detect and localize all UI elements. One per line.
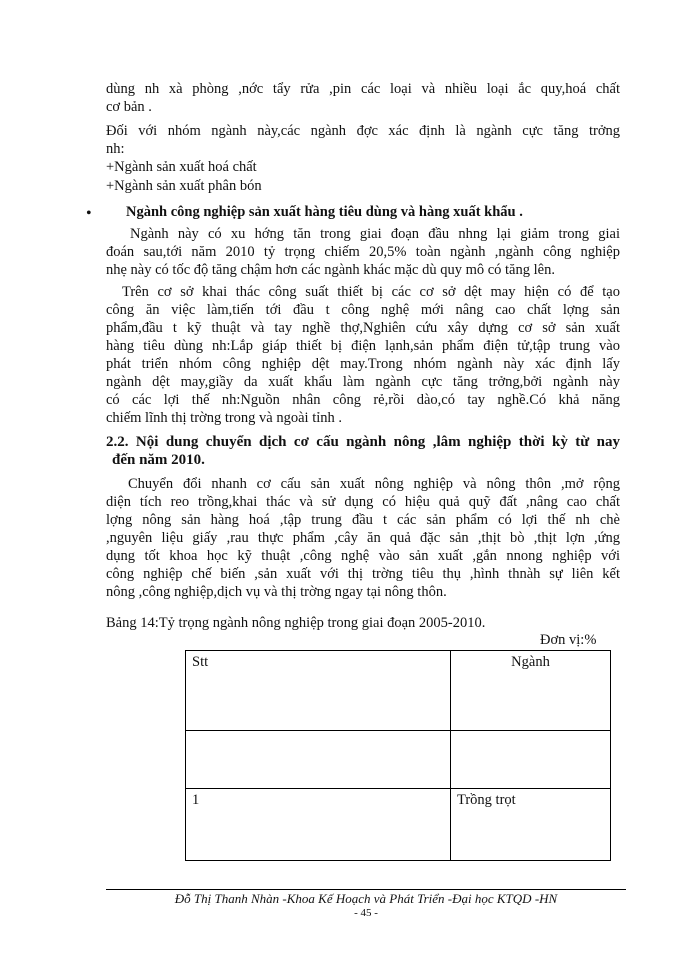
table-header-cell: Ngành [451, 651, 611, 731]
paragraph-line: phát triển nhóm công nghiệp dệt may.Trong nhóm ngành này xác định lấy [106, 356, 620, 372]
section-heading: đến năm 2010. [112, 452, 205, 468]
paragraph-line: Trên cơ sở khai thác công suất thiết bị các cơ sở dệt may hiện có để tạo [122, 284, 620, 300]
footer-divider [106, 889, 626, 890]
page-footer: Đỗ Thị Thanh Nhàn -Khoa Kế Hoạch và Phát Triển -Đại học KTQD -HN [174, 891, 558, 906]
data-table [185, 650, 611, 861]
paragraph-line: nông ,công nghiệp,dịch vụ và thị trờng ngay tại nông thôn. [106, 584, 447, 600]
table-cell [451, 731, 611, 789]
paragraph-line: hàng tiêu dùng nh:Lắp giáp thiết bị điện lạnh,sản phẩm điện tử,tập trung vào [106, 338, 620, 354]
paragraph-line: ,nguyên liệu giấy ,rau thực phẩm ,cây ăn quả đặc sản ,thịt bò ,thịt lợn ,ứng [106, 530, 620, 546]
paragraph-line: phẩm,đầu t kỹ thuật và tay nghề thợ,Nghiên cứu xây dựng cơ sở sản xuất [106, 320, 620, 336]
list-item: +Ngành sản xuất hoá chất [106, 159, 257, 175]
table-cell [186, 731, 451, 789]
page-number: - 45 - [354, 907, 378, 919]
table-row [186, 651, 611, 731]
paragraph-line: công nghiệp chế biến ,sản xuất với thị trờng tiêu thụ ,hình thnàh sự liên kết [106, 566, 620, 582]
body-line: nh: [106, 141, 125, 157]
paragraph-line: Ngành này có xu hớng tăn trong giai đoạn đầu nhng lại giảm trong giai [130, 226, 620, 242]
paragraph-line: lợng nông sản hàng hoá ,tập trung đầu t các sản phẩm có lợi thế nh chè [106, 512, 620, 528]
unit-label: Đơn vị:% [540, 632, 597, 648]
paragraph-line: công ăn việc làm,tiến tới đầu t công nghệ mới nâng cao chất lợng sản [106, 302, 620, 318]
paragraph-line: dụng tốt khoa học kỹ thuật ,công nghệ vào sản xuất ,gắn nnong nghiệp với [106, 548, 620, 564]
table-row [186, 731, 611, 789]
table-header-cell: Stt [186, 651, 451, 731]
table-cell: Trồng trọt [451, 789, 611, 861]
bullet-icon: • [86, 205, 92, 222]
list-item: +Ngành sản xuất phân bón [106, 178, 262, 194]
body-line: cơ bản . [106, 99, 152, 115]
paragraph-line: ngành dệt may,giầy da xuất khẩu làm ngành cực tăng trởng,bởi ngành này [106, 374, 620, 390]
table-row [186, 789, 611, 861]
paragraph-line: Chuyển đổi nhanh cơ cấu sản xuất nông nghiệp và nông thôn ,mở rộng [128, 476, 620, 492]
paragraph-line: chiếm lĩnh thị trờng trong và ngoài tỉnh . [106, 410, 343, 426]
paragraph-line: nhẹ này có tốc độ tăng chậm hơn các ngành khác mặc dù quy mô có tăng lên. [106, 262, 555, 278]
paragraph-line: đoán sau,tới năm 2010 tỷ trọng chiếm 20,5% toàn ngành ,ngành công nghiệp [106, 244, 620, 260]
body-line: Đối với nhóm ngành này,các ngành đợc xác định là ngành cực tăng trởng [106, 123, 620, 139]
table-cell: 1 [186, 789, 451, 861]
table-caption: Bảng 14:Tỷ trọng ngành nông nghiệp trong giai đoạn 2005-2010. [106, 615, 486, 631]
paragraph-line: diện tích reo trồng,khai thác và sử dụng có hiệu quả quỹ đất ,nâng cao chất [106, 494, 620, 510]
paragraph-line: có các lợi thế nh:Nguồn nhân công rẻ,rồi dào,có tay nghề.Có khả năng [106, 392, 620, 408]
section-heading: Ngành công nghiệp sản xuất hàng tiêu dùng và hàng xuất khẩu . [126, 204, 523, 220]
body-line: dùng nh xà phòng ,nớc tẩy rửa ,pin các loại và nhiều loại ắc quy,hoá chất [106, 81, 620, 97]
section-heading: 2.2. Nội dung chuyển dịch cơ cấu ngành nông ,lâm nghiệp thời kỳ từ nay [106, 434, 620, 450]
